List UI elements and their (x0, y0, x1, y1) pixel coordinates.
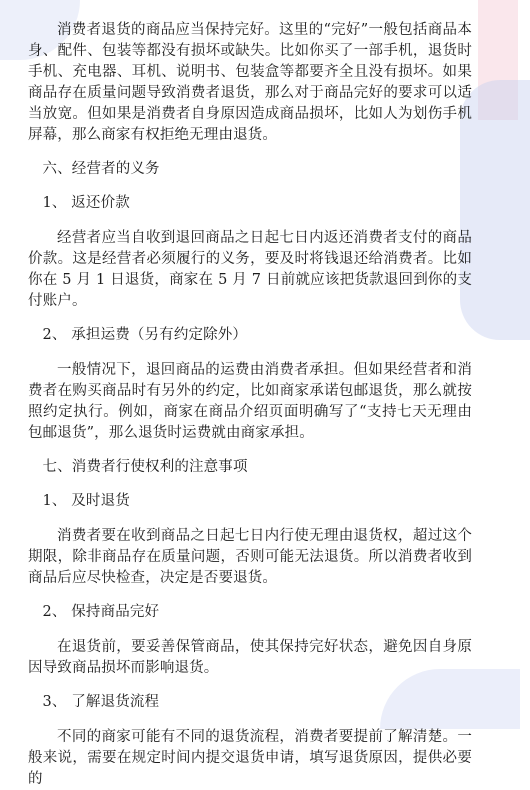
subsection-heading: 1、 及时退货 (42, 493, 130, 509)
subsection-heading: 1、 返还价款 (42, 195, 130, 211)
body-paragraph: 在退货前，要妥善保管商品，使其保持完好状态，避免因自身原因导致商品损坏而影响退货。 (28, 639, 472, 676)
document-body (28, 0, 472, 790)
subsection-heading: 2、 承担运费（另有约定除外） (42, 327, 248, 343)
section-heading: 六、经营者的义务 (42, 161, 160, 177)
body-paragraph: 消费者退货的商品应当保持完好。这里的“完好”一般包括商品本身、配件、包装等都没有损坏或缺失。比如你买了一部手机，退货时手机、充电器、耳机、说明书、包装盒等都要齐全且没有损坏。如果商品存在质量问题导致消费者退货，那么对于商品完好的要求可以适当放宽。但如果是消费者自身原因造成商品损坏，比如人为划伤手机屏幕，那么商家有权拒绝无理由退货。 (28, 22, 472, 143)
subsection-heading: 2、 保持商品完好 (42, 604, 160, 620)
body-paragraph: 不同的商家可能有不同的退货流程，消费者要提前了解清楚。一般来说，需要在规定时间内提交退货申请，填写退货原因，提供必要的 (28, 729, 472, 787)
body-paragraph: 经营者应当自收到退回商品之日起七日内返还消费者支付的商品价款。这是经营者必须履行的义务，要及时将钱退还给消费者。比如你在 5 月 1 日退货，商家在 5 月 7 日前就应该把货款退回到你的支付账户。 (28, 230, 472, 309)
body-paragraph: 一般情况下，退回商品的运费由消费者承担。但如果经营者和消费者在购买商品时有另外的约定，比如商家承诺包邮退货，那么就按照约定执行。例如，商家在商品介绍页面明确写了“支持七天无理由包邮退货”，那么退货时运费就由商家承担。 (28, 362, 472, 441)
subsection-heading: 3、 了解退货流程 (42, 694, 160, 710)
body-paragraph: 消费者要在收到商品之日起七日内行使无理由退货权，超过这个期限，除非商品存在质量问题，否则可能无法退货。所以消费者收到商品后应尽快检查，决定是否要退货。 (28, 528, 472, 586)
section-heading: 七、消费者行使权利的注意事项 (42, 459, 248, 475)
